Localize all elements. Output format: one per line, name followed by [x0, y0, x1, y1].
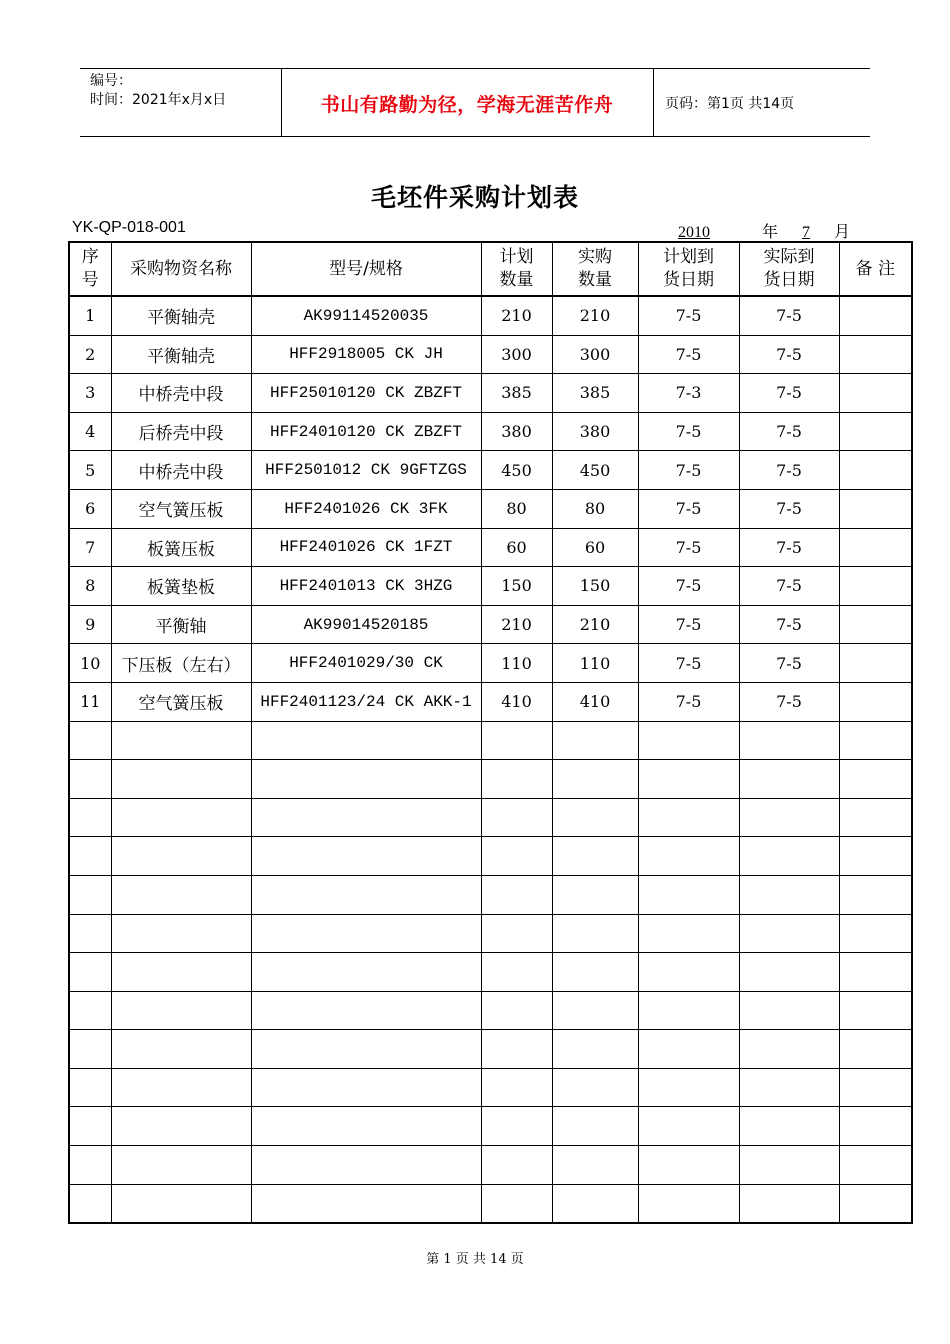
header-divider-right — [653, 68, 654, 136]
cell-plan-date: 7-5 — [638, 335, 739, 374]
cell-model: HFF2501012 CK 9GFTZGS — [251, 451, 481, 490]
cell-note — [839, 644, 912, 683]
blank-cell — [739, 914, 839, 953]
table-row — [69, 296, 912, 335]
table-row — [69, 682, 912, 721]
cell-plan-date: 7-5 — [638, 682, 739, 721]
cell-actual-date: 7-5 — [739, 374, 839, 413]
table-row — [69, 528, 912, 567]
cell-plan-qty: 300 — [481, 335, 552, 374]
cell-name: 板簧压板 — [111, 528, 251, 567]
cell-plan-date: 7-5 — [638, 528, 739, 567]
table-row — [69, 412, 912, 451]
table-header-row — [69, 242, 912, 296]
cell-name: 板簧垫板 — [111, 567, 251, 606]
code-label: 编号： — [90, 73, 132, 89]
cell-no: 2 — [69, 335, 111, 374]
blank-cell — [111, 1030, 251, 1069]
cell-actual-qty: 450 — [552, 451, 638, 490]
blank-table-row — [69, 798, 912, 837]
col-header-no: 序号 — [69, 242, 111, 296]
cell-actual-qty: 210 — [552, 296, 638, 335]
cell-plan-qty: 410 — [481, 682, 552, 721]
blank-cell — [552, 1030, 638, 1069]
blank-cell — [739, 875, 839, 914]
cell-actual-qty: 210 — [552, 605, 638, 644]
month-value: 7 — [802, 224, 811, 241]
cell-actual-date: 7-5 — [739, 335, 839, 374]
blank-cell — [481, 798, 552, 837]
motto-text: 书山有路勤为径，学海无涯苦作舟 — [320, 94, 614, 116]
col-header-actual-date: 实际到货日期 — [739, 242, 839, 296]
cell-plan-date: 7-3 — [638, 374, 739, 413]
cell-actual-qty: 60 — [552, 528, 638, 567]
cell-note — [839, 374, 912, 413]
cell-plan-date: 7-5 — [638, 489, 739, 528]
cell-plan-qty: 210 — [481, 296, 552, 335]
cell-plan-qty: 385 — [481, 374, 552, 413]
blank-cell — [739, 953, 839, 992]
blank-cell — [739, 798, 839, 837]
blank-cell — [739, 1107, 839, 1146]
blank-cell — [638, 1146, 739, 1185]
blank-cell — [111, 914, 251, 953]
page-footer: 第 1 页 共 14 页 — [426, 1252, 524, 1267]
blank-cell — [839, 837, 912, 876]
blank-cell — [69, 837, 111, 876]
cell-actual-qty: 150 — [552, 567, 638, 606]
blank-cell — [69, 1146, 111, 1185]
blank-cell — [638, 914, 739, 953]
blank-cell — [111, 721, 251, 760]
blank-cell — [251, 837, 481, 876]
blank-cell — [739, 837, 839, 876]
blank-cell — [638, 837, 739, 876]
blank-cell — [839, 875, 912, 914]
blank-cell — [839, 1146, 912, 1185]
blank-table-row — [69, 1107, 912, 1146]
cell-note — [839, 412, 912, 451]
cell-model: HFF2918005 CK JH — [251, 335, 481, 374]
cell-actual-date: 7-5 — [739, 605, 839, 644]
cell-plan-qty: 110 — [481, 644, 552, 683]
blank-cell — [251, 1030, 481, 1069]
blank-cell — [552, 914, 638, 953]
cell-plan-date: 7-5 — [638, 567, 739, 606]
blank-cell — [638, 991, 739, 1030]
blank-cell — [552, 721, 638, 760]
table-row — [69, 605, 912, 644]
cell-model: HFF2401013 CK 3HZG — [251, 567, 481, 606]
blank-cell — [251, 1068, 481, 1107]
blank-table-row — [69, 991, 912, 1030]
blank-cell — [552, 1107, 638, 1146]
table-row — [69, 335, 912, 374]
blank-cell — [552, 1184, 638, 1223]
cell-actual-date: 7-5 — [739, 412, 839, 451]
cell-no: 1 — [69, 296, 111, 335]
cell-model: AK99114520035 — [251, 296, 481, 335]
blank-cell — [69, 914, 111, 953]
blank-cell — [111, 1107, 251, 1146]
purchase-plan-table — [68, 241, 913, 1224]
cell-model: AK99014520185 — [251, 605, 481, 644]
blank-table-row — [69, 953, 912, 992]
blank-cell — [739, 1146, 839, 1185]
cell-actual-qty: 410 — [552, 682, 638, 721]
cell-actual-date: 7-5 — [739, 644, 839, 683]
blank-table-row — [69, 875, 912, 914]
year-unit: 年 — [762, 224, 779, 241]
cell-actual-date: 7-5 — [739, 489, 839, 528]
blank-cell — [111, 837, 251, 876]
blank-cell — [69, 760, 111, 799]
blank-cell — [839, 721, 912, 760]
year-value: 2010 — [678, 224, 710, 241]
cell-plan-qty: 150 — [481, 567, 552, 606]
blank-cell — [739, 1184, 839, 1223]
blank-cell — [69, 953, 111, 992]
blank-cell — [111, 875, 251, 914]
blank-cell — [69, 1107, 111, 1146]
cell-name: 平衡轴壳 — [111, 296, 251, 335]
time-label: 时间：2021年x月x日 — [90, 92, 227, 108]
blank-cell — [251, 914, 481, 953]
cell-plan-date: 7-5 — [638, 412, 739, 451]
blank-cell — [638, 1107, 739, 1146]
table-row — [69, 567, 912, 606]
col-header-plan-date: 计划到货日期 — [638, 242, 739, 296]
cell-model: HFF2401026 CK 3FK — [251, 489, 481, 528]
blank-cell — [839, 914, 912, 953]
blank-cell — [69, 875, 111, 914]
cell-no: 9 — [69, 605, 111, 644]
col-header-actual-qty: 实购数量 — [552, 242, 638, 296]
blank-table-row — [69, 1030, 912, 1069]
cell-model: HFF25010120 CK ZBZFT — [251, 374, 481, 413]
blank-cell — [69, 798, 111, 837]
blank-table-row — [69, 721, 912, 760]
blank-cell — [251, 760, 481, 799]
blank-cell — [839, 1030, 912, 1069]
blank-cell — [739, 760, 839, 799]
cell-note — [839, 682, 912, 721]
table-row — [69, 451, 912, 490]
blank-cell — [69, 1030, 111, 1069]
blank-table-row — [69, 1068, 912, 1107]
blank-cell — [251, 875, 481, 914]
col-header-note: 备 注 — [839, 242, 912, 296]
blank-cell — [481, 1030, 552, 1069]
blank-cell — [251, 953, 481, 992]
cell-plan-qty: 380 — [481, 412, 552, 451]
month-unit: 月 — [834, 224, 851, 241]
plan-period — [668, 219, 850, 242]
cell-actual-qty: 380 — [552, 412, 638, 451]
cell-name: 平衡轴壳 — [111, 335, 251, 374]
blank-cell — [552, 1068, 638, 1107]
blank-cell — [251, 1146, 481, 1185]
blank-cell — [481, 721, 552, 760]
blank-cell — [638, 1030, 739, 1069]
cell-actual-qty: 110 — [552, 644, 638, 683]
blank-cell — [839, 798, 912, 837]
cell-name: 中桥壳中段 — [111, 374, 251, 413]
cell-plan-qty: 450 — [481, 451, 552, 490]
blank-cell — [638, 1068, 739, 1107]
blank-cell — [111, 1146, 251, 1185]
cell-note — [839, 528, 912, 567]
blank-table-row — [69, 1184, 912, 1223]
blank-cell — [481, 953, 552, 992]
cell-note — [839, 489, 912, 528]
blank-cell — [739, 991, 839, 1030]
cell-actual-date: 7-5 — [739, 296, 839, 335]
blank-cell — [739, 1030, 839, 1069]
page-title: 毛坯件采购计划表 — [370, 183, 579, 212]
table-row — [69, 489, 912, 528]
cell-plan-qty: 60 — [481, 528, 552, 567]
blank-cell — [552, 798, 638, 837]
cell-no: 10 — [69, 644, 111, 683]
blank-cell — [481, 991, 552, 1030]
cell-plan-qty: 80 — [481, 489, 552, 528]
blank-cell — [552, 1146, 638, 1185]
blank-cell — [251, 1107, 481, 1146]
blank-cell — [111, 1184, 251, 1223]
cell-no: 3 — [69, 374, 111, 413]
cell-no: 4 — [69, 412, 111, 451]
cell-model: HFF24010120 CK ZBZFT — [251, 412, 481, 451]
blank-cell — [69, 1068, 111, 1107]
blank-cell — [251, 721, 481, 760]
blank-cell — [251, 991, 481, 1030]
blank-cell — [638, 875, 739, 914]
blank-cell — [552, 760, 638, 799]
blank-table-row — [69, 914, 912, 953]
page-label: 页码：第1页 共14页 — [665, 96, 795, 112]
blank-cell — [111, 760, 251, 799]
header-bottom-rule — [80, 136, 870, 137]
cell-plan-date: 7-5 — [638, 644, 739, 683]
blank-cell — [638, 953, 739, 992]
cell-note — [839, 451, 912, 490]
blank-cell — [111, 991, 251, 1030]
cell-actual-date: 7-5 — [739, 682, 839, 721]
cell-name: 下压板（左右） — [111, 644, 251, 683]
cell-model: HFF2401026 CK 1FZT — [251, 528, 481, 567]
blank-cell — [251, 1184, 481, 1223]
cell-no: 11 — [69, 682, 111, 721]
blank-cell — [69, 991, 111, 1030]
blank-cell — [111, 1068, 251, 1107]
blank-cell — [251, 798, 481, 837]
blank-cell — [481, 1068, 552, 1107]
blank-cell — [111, 953, 251, 992]
table-body — [69, 296, 912, 1223]
blank-cell — [481, 1107, 552, 1146]
blank-cell — [839, 760, 912, 799]
document-number: YK-QP-018-001 — [72, 219, 186, 236]
cell-actual-date: 7-5 — [739, 567, 839, 606]
cell-name: 空气簧压板 — [111, 682, 251, 721]
cell-actual-qty: 80 — [552, 489, 638, 528]
blank-cell — [638, 760, 739, 799]
cell-actual-qty: 385 — [552, 374, 638, 413]
blank-cell — [111, 798, 251, 837]
cell-name: 平衡轴 — [111, 605, 251, 644]
blank-cell — [552, 875, 638, 914]
col-header-plan-qty: 计划数量 — [481, 242, 552, 296]
cell-plan-date: 7-5 — [638, 296, 739, 335]
blank-cell — [69, 1184, 111, 1223]
blank-cell — [638, 798, 739, 837]
blank-cell — [839, 953, 912, 992]
cell-plan-date: 7-5 — [638, 605, 739, 644]
blank-cell — [481, 760, 552, 799]
cell-no: 8 — [69, 567, 111, 606]
blank-cell — [839, 991, 912, 1030]
blank-table-row — [69, 760, 912, 799]
col-header-name: 采购物资名称 — [111, 242, 251, 296]
blank-cell — [739, 1068, 839, 1107]
cell-model: HFF2401123/24 CK AKK-1 — [251, 682, 481, 721]
blank-cell — [481, 837, 552, 876]
cell-plan-qty: 210 — [481, 605, 552, 644]
cell-actual-date: 7-5 — [739, 528, 839, 567]
cell-plan-date: 7-5 — [638, 451, 739, 490]
blank-table-row — [69, 1146, 912, 1185]
blank-cell — [481, 914, 552, 953]
table-row — [69, 644, 912, 683]
blank-cell — [481, 875, 552, 914]
blank-cell — [552, 837, 638, 876]
blank-cell — [839, 1107, 912, 1146]
cell-no: 5 — [69, 451, 111, 490]
cell-no: 6 — [69, 489, 111, 528]
blank-cell — [739, 721, 839, 760]
header-top-rule — [80, 68, 870, 69]
cell-actual-qty: 300 — [552, 335, 638, 374]
blank-cell — [552, 991, 638, 1030]
blank-cell — [638, 1184, 739, 1223]
cell-note — [839, 335, 912, 374]
blank-cell — [69, 721, 111, 760]
cell-note — [839, 605, 912, 644]
table-row — [69, 374, 912, 413]
blank-cell — [481, 1184, 552, 1223]
cell-note — [839, 296, 912, 335]
cell-name: 空气簧压板 — [111, 489, 251, 528]
blank-cell — [638, 721, 739, 760]
cell-actual-date: 7-5 — [739, 451, 839, 490]
cell-name: 后桥壳中段 — [111, 412, 251, 451]
blank-cell — [839, 1068, 912, 1107]
blank-cell — [839, 1184, 912, 1223]
cell-model: HFF2401029/30 CK — [251, 644, 481, 683]
cell-name: 中桥壳中段 — [111, 451, 251, 490]
blank-cell — [552, 953, 638, 992]
cell-no: 7 — [69, 528, 111, 567]
col-header-model: 型号/规格 — [251, 242, 481, 296]
blank-cell — [481, 1146, 552, 1185]
cell-note — [839, 567, 912, 606]
blank-table-row — [69, 837, 912, 876]
